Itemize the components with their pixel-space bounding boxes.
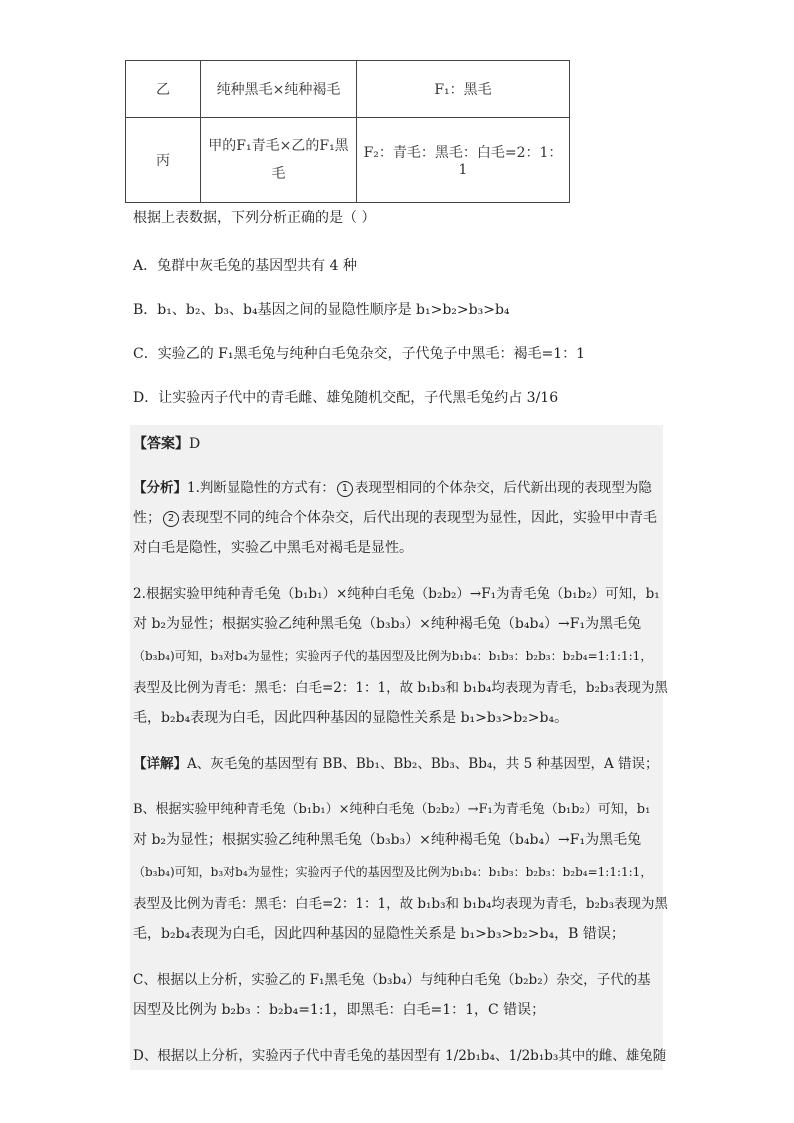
cross-line-2: 毛 — [271, 166, 286, 182]
detail-label: 【详解】 — [133, 756, 187, 772]
detail-c-line-2: 因型及比例为 b₂b₃ ：b₂b₄=1:1，即黑毛：白毛=1：1，C 错误； — [133, 1002, 546, 1018]
analysis-line-3: 对白毛是隐性，实验乙中黑毛对褐毛是显性。 — [133, 540, 413, 556]
analysis-line-1 — [133, 478, 652, 498]
detail-c-line-1: C、根据以上分析，实验乙的 F₁黑毛兔（b₃b₄）与纯种白毛兔（b₂b₂）杂交，子代的基 — [133, 972, 651, 988]
table-cell-cross — [201, 118, 357, 203]
cross-line-1: 甲的F₁青毛×乙的F₁黑 — [208, 138, 349, 154]
detail-text: A、灰毛兔的基因型有 BB、Bb₁、Bb₂、Bb₃、Bb₄，共 5 种基因型，A 错误； — [187, 756, 659, 772]
option-b-prefix: B． — [133, 302, 158, 318]
answer-value: D — [189, 436, 201, 452]
analysis-text: 表现型不同的纯合个体杂交，后代出现的表现型为显性，因此，实验甲中青毛 — [181, 510, 657, 526]
table-cell-result: F₂：青毛：黑毛：白毛=2：1：1 — [357, 118, 570, 203]
detail-b-line-5: 毛，b₂b₄表现为白毛，因此四种基因的显隐性关系是 b₁>b₃>b₂>b₄，B 错误； — [133, 926, 625, 942]
option-d: D．让实验丙子代中的青毛雌、雄兔随机交配，子代黑毛兔约占 3/16 — [133, 390, 559, 406]
option-b — [133, 300, 510, 320]
answer-label: 【答案】 — [133, 436, 189, 452]
circled-number-one: 1 — [337, 481, 353, 497]
analysis-p2-line-4: 表型及比例为青毛：黑毛：白毛=2：1：1，故 b₁b₃和 b₁b₄均表现为青毛，b₂b₃表现为黑 — [133, 680, 668, 696]
option-c: C．实验乙的 F₁黑毛兔与纯种白毛兔杂交，子代兔子中黑毛：褐毛=1：1 — [133, 346, 586, 362]
detail-b-line-2: 对 b₂为显性；根据实验乙纯种黑毛兔（b₃b₃）×纯种褐毛兔（b₄b₄）→F₁为黑毛兔 — [133, 832, 642, 848]
question-stem: 根据上表数据，下列分析正确的是（ ） — [133, 210, 376, 226]
analysis-p2-line-1: 2.根据实验甲纯种青毛兔（b₁b₁）×纯种白毛兔（b₂b₂）→F₁为青毛兔（b₁b₂）可知，b₁ — [133, 586, 660, 602]
table-row — [126, 118, 570, 203]
table-cell-result: F₁：黑毛 — [357, 61, 570, 118]
table-cell-group: 乙 — [126, 61, 201, 118]
analysis-p2-line-3: （b₃b₄)可知，b₃对b₄为显性；实验丙子代的基因型及比例为b₁b₄：b₁b₃：b₂b₃：b₂b₄=1:1:1:1， — [133, 649, 653, 663]
table-row — [126, 61, 570, 118]
analysis-text: 性； — [133, 510, 161, 526]
detail-d-line-1: D、根据以上分析，实验丙子代中青毛兔的基因型有 1/2b₁b₄、1/2b₁b₃其中的雌、雄兔随 — [133, 1048, 667, 1064]
detail-b-line-4: 表型及比例为青毛：黑毛：白毛=2：1：1，故 b₁b₃和 b₁b₄均表现为青毛，b₂b₃表现为黑 — [133, 896, 668, 912]
analysis-p2-line-2: 对 b₂为显性；根据实验乙纯种黑毛兔（b₃b₃）×纯种褐毛兔（b₄b₄）→F₁为黑毛兔 — [133, 616, 642, 632]
detail-b-line-3: （b₃b₄)可知，b₃对b₄为显性；实验丙子代的基因型及比例为b₁b₄：b₁b₃：b₂b₃：b₂b₄=1:1:1:1， — [133, 865, 653, 879]
option-b-text: b₁、b₂、b₃、b₄基因之间的显隐性顺序是 b₁>b₂>b₃>b₄ — [157, 302, 510, 318]
analysis-p2-line-5: 毛，b₂b₄表现为白毛，因此四种基因的显隐性关系是 b₁>b₃>b₂>b₄。 — [133, 710, 569, 726]
table-cell-cross: 纯种黑毛×纯种褐毛 — [201, 61, 357, 118]
option-a: A．兔群中灰毛兔的基因型共有 4 种 — [133, 258, 357, 274]
analysis-line-2 — [133, 508, 657, 528]
analysis-text: 1.判断显隐性的方式有： — [187, 480, 335, 496]
answer-line — [133, 434, 200, 454]
detail-line-a — [133, 754, 659, 774]
analysis-label: 【分析】 — [133, 480, 187, 496]
analysis-text: 表现型相同的个体杂交，后代新出现的表现型为隐 — [354, 480, 652, 496]
table-cell-group: 丙 — [126, 118, 201, 203]
experiment-table — [125, 60, 570, 203]
detail-b-line-1: B、根据实验甲纯种青毛兔（b₁b₁）×纯种白毛兔（b₂b₂）→F₁为青毛兔（b₁b₂）可知，b₁ — [133, 802, 651, 817]
circled-number-two: 2 — [163, 511, 179, 527]
